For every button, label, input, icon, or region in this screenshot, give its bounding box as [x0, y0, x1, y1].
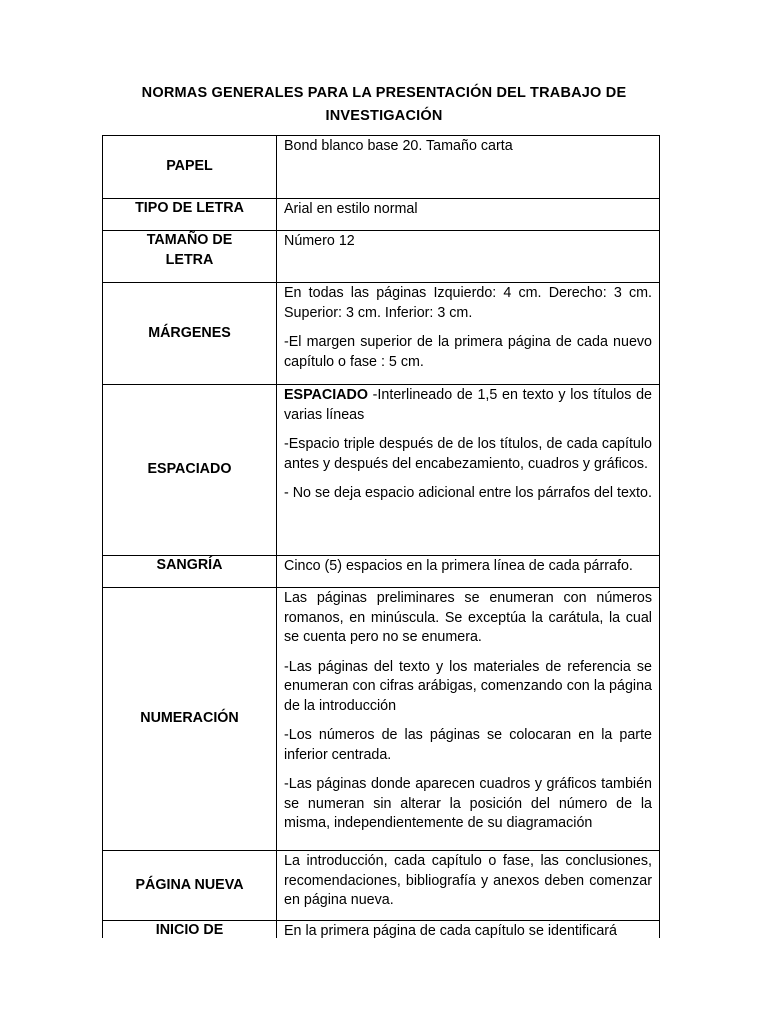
paragraph-text: -Interlineado de 1,5 en texto y los títulos de varias líneas [284, 387, 652, 423]
row-label-pagina-nueva: PÁGINA NUEVA [103, 851, 277, 921]
paragraph: -El margen superior de la primera página de cada nuevo capítulo o fase : 5 cm. [284, 334, 652, 370]
table-row-sangria [103, 556, 660, 588]
paragraph: En la primera página de cada capítulo se identificará [284, 923, 618, 938]
paragraph: Las páginas preliminares se enumeran con números romanos, en minúscula. Se exceptúa la carátula, la cual se cuenta pero no se enumera. [284, 590, 652, 645]
row-label-espaciado: ESPACIADO [103, 385, 277, 556]
row-desc-numeracion [277, 588, 660, 851]
document-title-line-2: INVESTIGACIÓN [325, 108, 443, 124]
row-desc-sangria [277, 556, 660, 588]
table-row-inicio-de [103, 921, 660, 939]
row-label-margenes: MÁRGENES [103, 283, 277, 385]
paragraph: La introducción, cada capítulo o fase, las conclusiones, recomendaciones, bibliografía y anexos deben comenzar en página nueva. [284, 853, 652, 908]
norms-table [102, 135, 660, 938]
row-desc-tipo-de-letra [277, 199, 660, 231]
paragraph: -Espacio triple después de de los títulos, de cada capítulo antes y después del encabezamiento, cuadros y gráficos. [284, 436, 652, 472]
document-title [100, 82, 668, 128]
table-row-papel [103, 136, 660, 199]
table-row-espaciado [103, 385, 660, 556]
table-row-tipo-de-letra [103, 199, 660, 231]
paragraph: -Las páginas del texto y los materiales de referencia se enumeran con cifras arábigas, comenzando con la página de la introducción [284, 658, 652, 714]
table-row-pagina-nueva [103, 851, 660, 921]
row-label-numeracion: NUMERACIÓN [103, 588, 277, 851]
paragraph: Número 12 [284, 233, 355, 249]
table-row-numeracion [103, 588, 660, 851]
paragraph: Cinco (5) espacios en la primera línea de cada párrafo. [284, 558, 633, 574]
row-desc-tamano-de-letra [277, 231, 660, 283]
row-label-sangria: SANGRÍA [103, 556, 277, 588]
label-line: LETRA [165, 251, 214, 268]
table-container [102, 135, 660, 938]
paragraph [284, 386, 652, 425]
document-title-line-1: NORMAS GENERALES PARA LA PRESENTACIÓN DEL TRABAJO DE [141, 85, 627, 101]
row-desc-pagina-nueva [277, 851, 660, 921]
table-row-margenes [103, 283, 660, 385]
bold-lead: ESPACIADO [284, 387, 368, 403]
row-desc-inicio-de [277, 921, 660, 939]
row-desc-margenes [277, 283, 660, 385]
paragraph: Bond blanco base 20. Tamaño carta [284, 138, 513, 154]
paragraph: -Las páginas donde aparecen cuadros y gráficos también se numeran sin alterar la posición del número de la misma, independientemente de su diagramación [284, 776, 652, 831]
row-label-inicio-de: INICIO DE [103, 921, 277, 939]
table-row-tamano-de-letra [103, 231, 660, 283]
row-label-tamano-de-letra [103, 231, 277, 283]
paragraph: En todas las páginas Izquierdo: 4 cm. Derecho: 3 cm. Superior: 3 cm. Inferior: 3 cm. [284, 285, 652, 321]
paragraph: -Los números de las páginas se colocaran en la parte inferior centrada. [284, 727, 652, 763]
paragraph: - No se deja espacio adicional entre los párrafos del texto. [284, 485, 652, 501]
row-desc-papel [277, 136, 660, 199]
row-label-tipo-de-letra: TIPO DE LETRA [103, 199, 277, 231]
paragraph: Arial en estilo normal [284, 201, 418, 217]
row-desc-espaciado [277, 385, 660, 556]
row-label-papel: PAPEL [103, 136, 277, 199]
label-line: TAMAÑO DE [146, 232, 233, 248]
